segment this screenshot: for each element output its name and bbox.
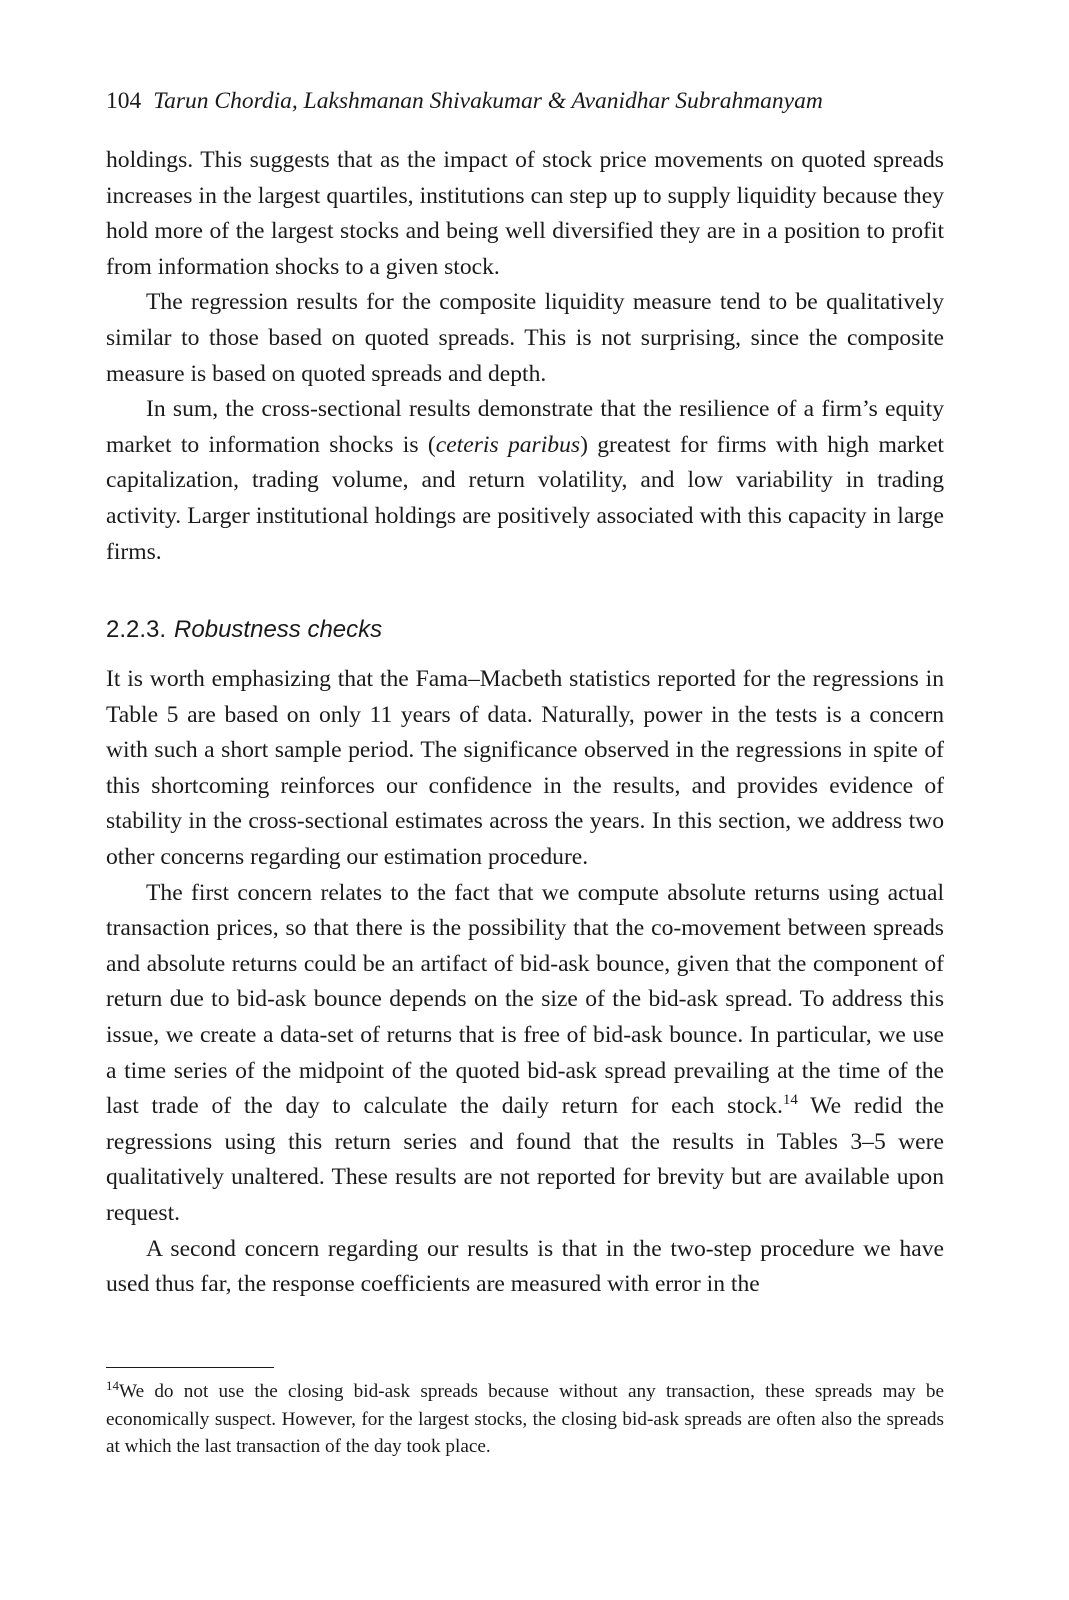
- paragraph-fama-macbeth: It is worth emphasizing that the Fama–Macbeth statistics reported for the regressions in Table 5 are based on only 11 years of data. Naturally, power in the tests is a concern with such a short sample period. The significance observed in the regressions in spite of this shortcoming reinforces our confidence in the results, and provides evidence of stability in the cross-sectional estimates across the years. In this section, we address two other concerns regarding our estimation procedure.: [106, 666, 944, 870]
- running-header-authors: Tarun Chordia, Lakshmanan Shivakumar & Avanidhar Subrahmanyam: [153, 88, 823, 114]
- footnote: [106, 1378, 944, 1461]
- paragraph-holdings: holdings. This suggests that as the impact of stock price movements on quoted spreads increases in the largest quartiles, institutions can step up to supply liquidity because they hold more of the largest stocks and being well diversified they are in a position to profit from information shocks to a given stock.: [106, 147, 944, 280]
- section-heading: [106, 612, 382, 648]
- page-number: 104: [106, 88, 142, 114]
- footnote-divider: [106, 1367, 274, 1368]
- running-header: [106, 84, 823, 118]
- italic-term: ceteris paribus: [435, 431, 581, 458]
- body-text-block-b: [106, 662, 944, 1303]
- section-number: 2.2.3.: [106, 616, 167, 643]
- text-run: ) greatest for firms with high market capitalization, trading volume, and return volatility, and low variability in trading activity. Larger institutional holdings are positively associated with this capacity in large firms.: [106, 431, 944, 565]
- section-title: Robustness checks: [174, 616, 383, 643]
- footnote-text: We do not use the closing bid-ask spreads because without any transaction, these spreads may be economically suspect. However, for the largest stocks, the closing bid-ask spreads are often also the spreads at which the last transaction of the day took place.: [106, 1381, 944, 1458]
- body-text-block-a: [106, 143, 944, 570]
- paragraph-second-concern: A second concern regarding our results is that in the two-step procedure we have used thus far, the response coefficients are measured with error in the: [106, 1235, 944, 1298]
- footnote-marker: 14: [106, 1378, 119, 1393]
- text-run: In sum, the cross-sectional results demonstrate that the resilience of a firm’s equity market to information shocks is (: [106, 396, 944, 458]
- paragraph-in-sum: [106, 392, 944, 570]
- paragraph-composite-measure: The regression results for the composite liquidity measure tend to be qualitatively similar to those based on quoted spreads. This is not surprising, since the composite measure is based on quoted spreads and depth.: [106, 289, 944, 387]
- footnote-reference[interactable]: 14: [782, 1092, 798, 1109]
- paragraph-first-concern: [106, 876, 944, 1232]
- text-run: We redid the regressions using this return series and found that the results in Tables 3–5 were qualitatively unaltered. These results are not reported for brevity but are available upon request.: [106, 1093, 944, 1226]
- text-run: The first concern relates to the fact that we compute absolute returns using actual transaction prices, so that there is the possibility that the co-movement between spreads and absolute returns could be an artifact of bid-ask bounce, given that the component of return due to bid-ask bounce depends on the size of the bid-ask spread. To address this issue, we create a data-set of returns that is free of bid-ask bounce. In particular, we use a time series of the midpoint of the quoted bid-ask spread prevailing at the time of the last trade of the day to calculate the daily return for each stock.: [106, 879, 944, 1120]
